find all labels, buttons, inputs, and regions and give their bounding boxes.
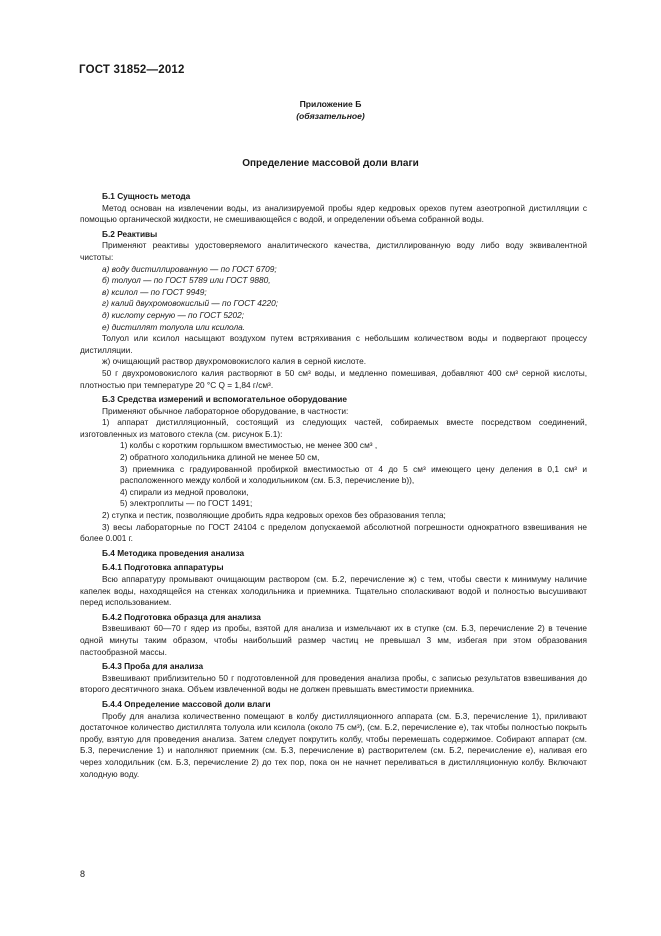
paragraph: 4) спирали из медной проволоки, xyxy=(120,486,249,497)
paragraph: а) воду дистиллированную — по ГОСТ 6709; xyxy=(102,263,277,274)
paragraph: ж) очищающий раствор двухромовокислого калия в серной кислоте. xyxy=(102,356,366,367)
document-body xyxy=(80,188,587,780)
paragraph: 5) электроплиты — по ГОСТ 1491; xyxy=(120,498,253,509)
section-heading: Б.1 Сущность метода xyxy=(102,191,191,201)
paragraph: 2) ступка и пестик, позволяющие дробить ядра кедровых орехов без образования тепла; xyxy=(102,510,446,521)
paragraph: Пробу для анализа количественно помещают в колбу дистилляционного аппарата (см. Б.3, перечисление 1), приливают достаточное количество дистиллята толуола или ксилола (около 75 см³), (см. Б.2, перечисление е), так чтобы полностью покрыть пробу, взятую для проведения анализа. Затем следует покрутить колбу, чтобы перемешать содержимое. Собирают аппарат (см. Б.3, перечисление 1) и наполняют приемник (см. Б.3, перечисление в) растворителем (см. Б.2, перечисление е), наливая его через холодильник (см. Б.3, перечисление 2) до тех пор, пока он не начнет переливаться в дистилляционную колбу. Включают холодную воду. xyxy=(80,710,587,779)
section-heading: Б.4.4 Определение массовой доли влаги xyxy=(102,698,271,709)
paragraph: д) кислоту серную — по ГОСТ 5202; xyxy=(102,309,245,320)
paragraph: 1) колбы с коротким горлышком вместимостью, не менее 300 см³ , xyxy=(120,440,378,451)
paragraph: 2) обратного холодильника длиной не менее 50 см, xyxy=(120,452,320,463)
section-heading: Б.2 Реактивы xyxy=(102,228,158,239)
appendix-subtitle: (обязательное) xyxy=(296,111,365,121)
paragraph: б) толуол — по ГОСТ 5789 или ГОСТ 9880, xyxy=(102,275,271,286)
paragraph: Применяют реактивы удостоверяемого аналитического качества, дистиллированную воду либо воду эквивалентной чистоты: xyxy=(80,240,587,262)
paragraph: 1) аппарат дистилляционный, состоящий из следующих частей, собираемых вместе посредством соединений, изготовленных из матового стекла (см. рисунок Б.1): xyxy=(80,417,587,439)
paragraph: Метод основан на извлечении воды, из анализируемой пробы ядер кедровых орехов путем азеотропной дистилляции с помощью органической жидкости, не смешивающейся с водой, и определении объема собранной воды. xyxy=(80,202,587,225)
paragraph: 3) весы лабораторные по ГОСТ 24104 с пределом допускаемой абсолютной погрешности однократного взвешивания не более 0.001 г. xyxy=(80,521,587,544)
paragraph: Всю аппаратуру промывают очищающим раствором (см. Б.2, перечисление ж) с тем, чтобы свести к минимуму наличие капелек воды, находящейся на стенках холодильника и приемника. Тщательно споласкивают водой и полностью высушивают перед использованием. xyxy=(80,574,587,608)
page-number: 8 xyxy=(80,869,86,879)
paragraph: г) калий двухромовокислый — по ГОСТ 4220; xyxy=(102,298,279,309)
paragraph: е) дистиллят толуола или ксилола. xyxy=(102,321,246,332)
paragraph: Применяют обычное лабораторное оборудование, в частности: xyxy=(102,405,349,416)
paragraph: Толуол или ксилол насыщают воздухом путем встряхивания с небольшим количеством воды и подвергают процессу дистилляции. xyxy=(80,333,587,355)
section-heading: Б.4.1 Подготовка аппаратуры xyxy=(102,562,224,573)
paragraph: Взвешивают приблизительно 50 г подготовленной для проведения анализа пробы, с записью результатов взвешивания до второго десятичного знака. Объем извлеченной воды не должен превышать вместимости приемника. xyxy=(80,672,587,695)
paragraph: Взвешивают 60—70 г ядер из пробы, взятой для анализа и измельчают их в ступке (см. Б.3, перечисление 2) в течение одной минуты таким образом, чтобы наибольший размер частиц не превышал 3 мм, избегая при этом образования пастообразной массы. xyxy=(80,623,587,657)
section-heading: Б.4.3 Проба для анализа xyxy=(102,661,204,672)
section-heading: Б.3 Средства измерений и вспомогательное оборудование xyxy=(102,394,347,405)
paragraph: 3) приемника с градуированной пробиркой вместимостью от 4 до 5 см³ имеющего цену деления в 0,1 см³ и расположенного между колбой и холодильником (см. Б.3, перечисление b)), xyxy=(120,463,587,486)
appendix-title: Приложение Б xyxy=(299,99,362,109)
paragraph: 50 г двухромовокислого калия растворяют в 50 см³ воды, и медленно помешивая, добавляют 400 см³ серной кислоты, плотностью при температуре 20 °С Q = 1,84 г/см³. xyxy=(80,367,587,390)
paragraph: в) ксилол — по ГОСТ 9949; xyxy=(102,286,207,297)
section-heading: Б.4.2 Подготовка образца для анализа xyxy=(102,611,261,622)
document-title: Определение массовой доли влаги xyxy=(242,158,419,169)
section-heading: Б.4 Методика проведения анализа xyxy=(102,547,245,558)
standard-header: ГОСТ 31852—2012 xyxy=(79,64,185,76)
